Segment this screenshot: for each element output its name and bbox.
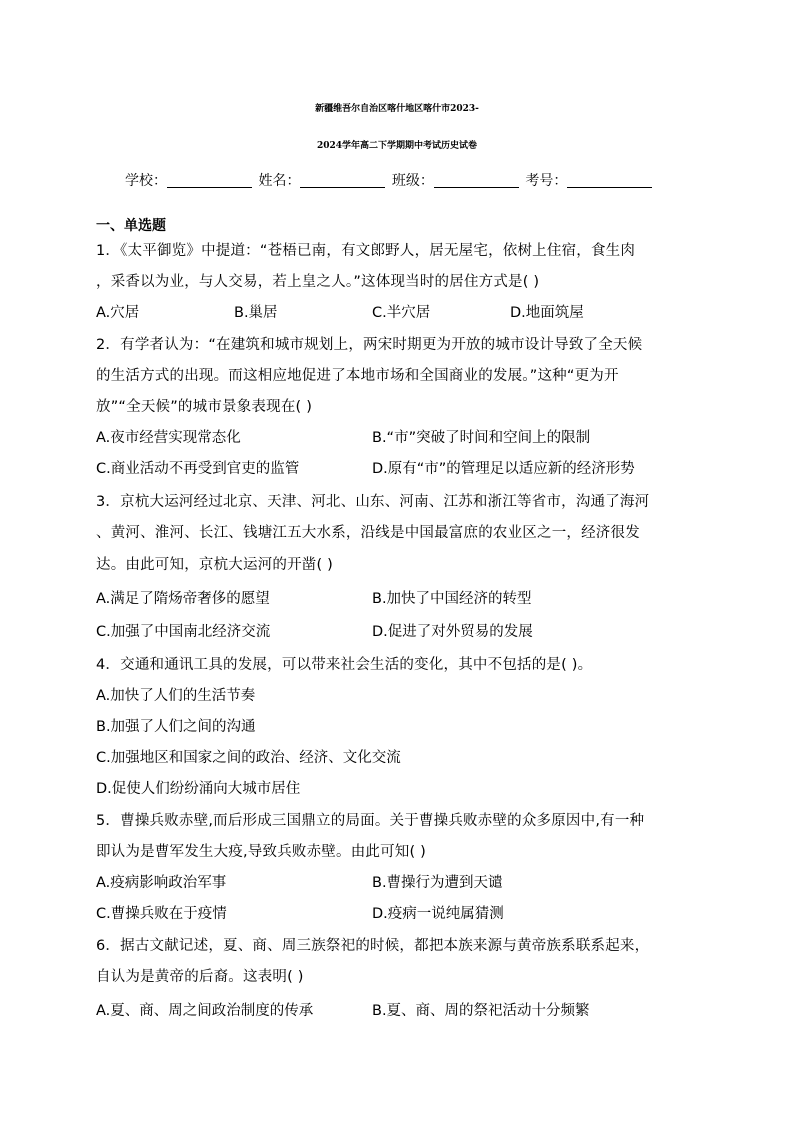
q4-option-d[interactable]: D.促使人们纷纷涌向大城市居住 [96,781,301,797]
q2-option-a[interactable]: A.夜市经营实现常态化 [96,430,241,446]
q2-stem-line1: 2．有学者认为：“在建筑和城市规划上，两宋时期更为开放的城市设计导致了全天候 [96,337,643,353]
q5-option-b[interactable]: B.曹操行为遭到天谴 [372,875,503,891]
q5-stem-line1: 5．曹操兵败赤壁,而后形成三国鼎立的局面。关于曹操兵败赤壁的众多原因中,有一种 [96,813,645,829]
q4-stem-line1: 4．交通和通讯工具的发展，可以带来社会生活的变化，其中不包括的是( )。 [96,657,593,673]
q4-option-c[interactable]: C.加强地区和国家之间的政治、经济、文化交流 [96,750,401,766]
q3-stem-line3: 达。由此可知，京杭大运河的开凿( ) [96,557,334,573]
name-blank[interactable] [300,173,385,188]
q1-option-c[interactable]: C.半穴居 [372,305,431,321]
q6-option-a[interactable]: A.夏、商、周之间政治制度的传承 [96,1003,314,1019]
q4-option-a[interactable]: A.加快了人们的生活节奏 [96,688,256,704]
exam-no-blank[interactable] [567,173,652,188]
q5-option-a[interactable]: A.疫病影响政治军事 [96,875,227,891]
q2-option-b[interactable]: B.“市”突破了时间和空间上的限制 [372,430,591,446]
q1-stem-line2: ，采香以为业，与人交易，若上皇之人。”这体现当时的居住方式是( ) [96,274,540,290]
name-label: 姓名： [258,173,301,189]
q2-option-c[interactable]: C.商业活动不再受到官吏的监管 [96,461,300,477]
exam-title-line1: 新疆维吾尔自治区喀什地区喀什市2023- [315,104,479,114]
q2-stem-line2: 的生活方式的出现。而这相应地促进了本地市场和全国商业的发展。”这种“更为开 [96,368,619,384]
q3-stem-line1: 3．京杭大运河经过北京、天津、河北、山东、河南、江苏和浙江等省市，沟通了海河 [96,494,650,510]
q5-option-d[interactable]: D.疫病一说纯属猜测 [372,906,504,922]
q5-stem-line2: 即认为是曹军发生大疫,导致兵败赤壁。由此可知( ) [96,844,427,860]
class-label: 班级： [391,173,434,189]
school-blank[interactable] [167,173,252,188]
exam-no-label: 考号： [525,173,568,189]
exam-title-line2: 2024学年高二下学期期中考试历史试卷 [316,141,478,151]
q3-option-d[interactable]: D.促进了对外贸易的发展 [372,624,533,640]
q1-option-d[interactable]: D.地面筑屋 [510,305,584,321]
q2-option-d[interactable]: D.原有“市”的管理足以适应新的经济形势 [372,461,635,477]
q3-option-c[interactable]: C.加强了中国南北经济交流 [96,624,271,640]
class-blank[interactable] [434,173,519,188]
q2-stem-line3: 放”“全天候”的城市景象表现在( ) [96,399,313,415]
q3-stem-line2: 、黄河、淮河、长江、钱塘江五大水系，沿线是中国最富庶的农业区之一，经济很发 [96,525,640,541]
q1-stem-line1: 1．《太平御览》中提道：“苍梧已南，有文郎野人，居无屋宅，依树上住宿，食生肉 [96,243,636,259]
q6-stem-line1: 6．据古文献记述，夏、商、周三族祭祀的时候，都把本族来源与黄帝族系联系起来， [96,938,650,954]
q1-option-b[interactable]: B.巢居 [234,305,278,321]
student-info-row [125,170,654,190]
q6-option-b[interactable]: B.夏、商、周的祭祀活动十分频繁 [372,1003,590,1019]
school-label: 学校： [125,173,167,189]
section-title: 一、单选题 [96,218,166,234]
q4-option-b[interactable]: B.加强了人们之间的沟通 [96,719,256,735]
q3-option-a[interactable]: A.满足了隋炀帝奢侈的愿望 [96,591,270,607]
q5-option-c[interactable]: C.曹操兵败在于疫情 [96,906,227,922]
q6-stem-line2: 自认为是黄帝的后裔。这表明( ) [96,969,304,985]
q3-option-b[interactable]: B.加快了中国经济的转型 [372,591,532,607]
q1-option-a[interactable]: A.穴居 [96,305,140,321]
